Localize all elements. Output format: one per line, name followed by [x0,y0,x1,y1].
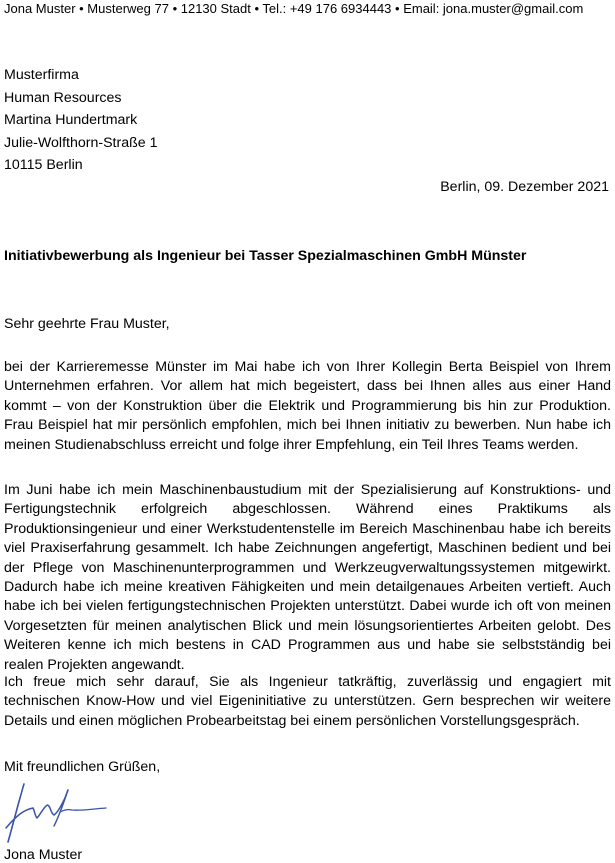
body-paragraph-3: Ich freue mich sehr darauf, Sie als Ingenieur tatkräftig, zuverlässig und engagiert mit technischen Know-How und viel Eigeninitiative zu unterstützen. Gern besprechen wir weitere Details und einen möglichen Probearbeitstag bei einem persönlichen Vorstellungsgespräch. [4,674,611,729]
signer-name: Jona Muster [4,847,83,863]
recipient-city: 10115 Berlin [4,157,83,173]
recipient-contact: Martina Hundertmark [4,112,138,128]
recipient-street: Julie-Wolfthorn-Straße 1 [4,134,158,151]
salutation: Sehr geehrte Frau Muster, [4,316,170,332]
letter-subject: Initiativbewerbung als Ingenieur bei Tasser Spezialmaschinen GmbH Münster [4,248,527,264]
recipient-company: Musterfirma [4,67,79,83]
letter-date: Berlin, 09. Dezember 2021 [440,179,609,195]
body-paragraph-1: bei der Karrieremesse Münster im Mai habe ich von Ihrer Kollegin Berta Beispiel von Ihrem Unternehmen erfahren. Vor allem hat mich begeistert, dass bei Ihnen alles aus einer Hand kommt – von der Konstruktion über die Elektrik und Programmierung bis hin zur Produktion. Frau Beispiel hat mir persönlich empfohlen, mich bei Ihnen initiativ zu bewerben. Nun habe ich meinen Studienabschluss erreicht und folge ihrer Empfehlung, ein Teil Ihres Teams werden. [4,359,611,453]
body-paragraph-2: Im Juni habe ich mein Maschinenbaustudium mit der Spezialisierung auf Konstruktions- und Fertigungstechnik erfolgreich abgeschlossen. Während eines Praktikums als Produktionsingenieur und einer Werkstudentenstelle im Bereich Maschinenbau habe ich bereits viel Praxiserfahrung gesammelt. Ich habe Zeichnungen angefertigt, Maschinen bedient und bei der Pflege von Maschinenunterprogrammen und Werkzeugverwaltungssystemen mitgewirkt. Dadurch habe ich meine kreativen Fähigkeiten und mein detailgenaues Arbeiten vertieft. Auch habe ich bei vielen fertigungstechnischen Projekten unterstützt. Dabei wurde ich oft von meinen Vorgesetzten für meinen analytischen Blick und mein lösungsorientiertes Arbeiten gelobt. Des Weiteren kenne ich mich bestens in CAD Programmen aus und habe sie selbstständig bei realen Projekten angewandt. [4,482,611,673]
sender-line: Jona Muster • Musterweg 77 • 12130 Stadt • Tel.: +49 176 6934443 • Email: jona.muster@gmail.com [4,1,584,16]
recipient-address [4,64,158,177]
handwritten-signature [2,778,114,844]
closing-phrase: Mit freundlichen Grüßen, [4,759,161,775]
recipient-department: Human Resources [4,89,122,106]
